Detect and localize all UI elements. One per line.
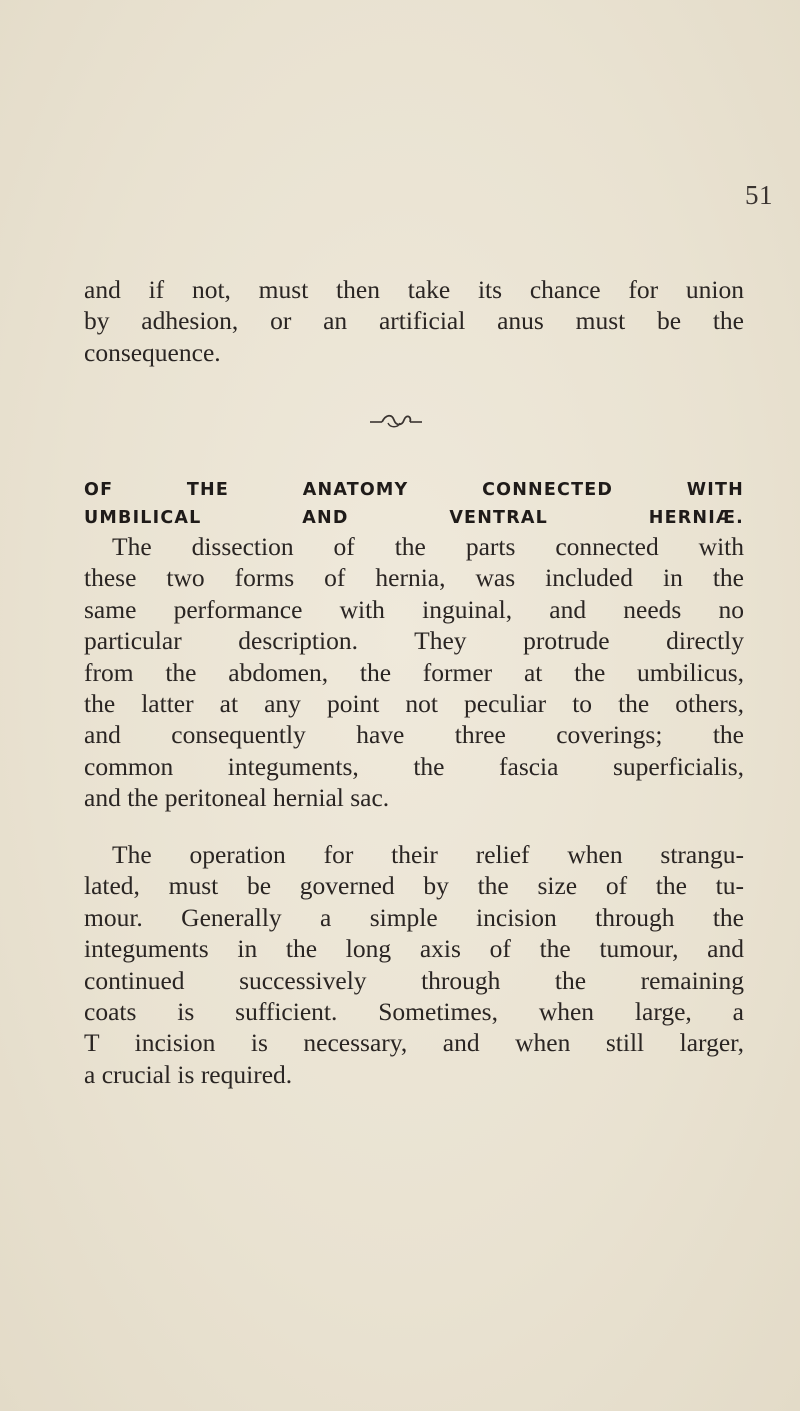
- text-line: The operation for their relief when strangu-: [112, 840, 744, 869]
- text-line: consequence.: [84, 337, 221, 367]
- text-line: mour. Generally a simple incision through the: [84, 902, 744, 932]
- paragraph-dissection: [84, 531, 744, 814]
- text-line: coats is sufficient. Sometimes, when large, a: [84, 997, 744, 1027]
- text-line: by adhesion, or an artificial anus must be the: [84, 306, 744, 336]
- text-line: a crucial is required.: [84, 1059, 293, 1089]
- text-line: these two forms of hernia, was included in the: [84, 563, 744, 593]
- text-line: and if not, must then take its chance for union: [84, 275, 744, 304]
- text-line: common integuments, the fascia superficialis,: [84, 751, 744, 781]
- section-heading: [84, 476, 744, 532]
- text-line: and the peritoneal hernial sac.: [84, 783, 390, 813]
- text-line: continued successively through the remaining: [84, 965, 744, 995]
- text-line: integuments in the long axis of the tumour, and: [84, 934, 744, 964]
- text-line: and consequently have three coverings; the: [84, 720, 744, 750]
- text-line: particular description. They protrude directly: [84, 626, 744, 656]
- heading-line: UMBILICAL AND VENTRAL HERNIÆ.: [84, 508, 744, 528]
- text-line: the latter at any point not peculiar to the others,: [84, 689, 744, 719]
- paragraph-operation: [84, 839, 744, 1090]
- flourish-ornament-icon: [368, 410, 424, 432]
- text-line: from the abdomen, the former at the umbilicus,: [84, 657, 744, 687]
- text-line: T incision is necessary, and when still larger,: [84, 1028, 744, 1058]
- text-line: The dissection of the parts connected with: [112, 532, 744, 561]
- text-line: lated, must be governed by the size of the tu-: [84, 871, 744, 901]
- page-number: 51: [745, 180, 773, 210]
- heading-line: OF THE ANATOMY CONNECTED WITH: [84, 480, 744, 500]
- text-line: same performance with inguinal, and needs no: [84, 594, 744, 624]
- paragraph-continuation: [84, 274, 744, 368]
